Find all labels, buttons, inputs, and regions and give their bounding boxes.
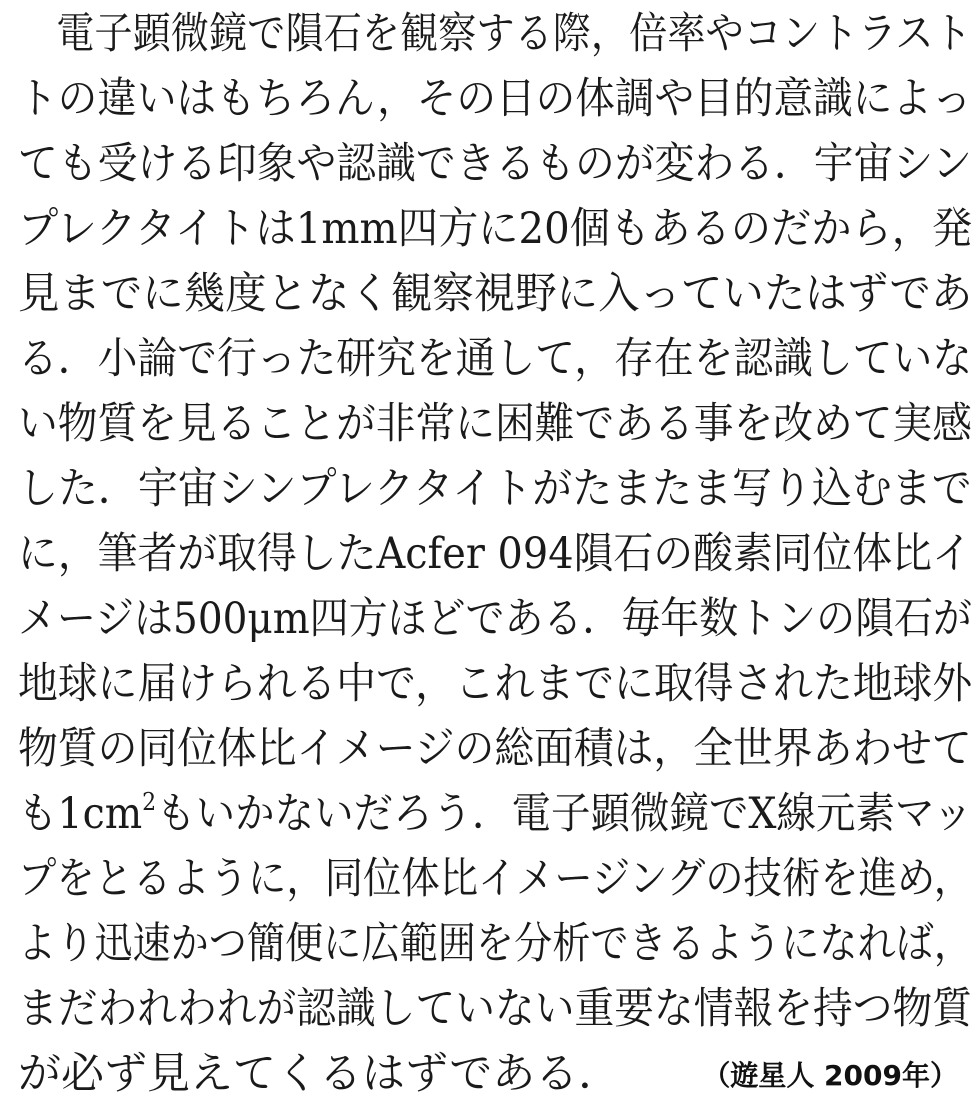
text-line-4: プレクタイトは1mm四方に20個もあるのだから，発 [18,204,973,254]
superscript-two: 2 [142,788,157,816]
text-line-10: メージは500μm四方ほどである．毎年数トンの隕石が [18,594,972,644]
text-line-16: まだわれわれが認識していない重要な情報を持つ物質 [18,984,972,1034]
text-line-14: プをとるように，同位体比イメージングの技術を進め， [18,854,973,904]
text-line-11: 地球に届けられる中で，これまでに取得された地球外 [18,659,973,709]
text-line-17: が必ず見えてくるはずである． [18,1049,622,1099]
text-line-3: ても受ける印象や認識できるものが変わる．宇宙シン [18,139,972,189]
text-line-6: る．小論で行った研究を通して，存在を認識していな [18,334,973,384]
source-citation: （遊星人 2009年） [702,1059,958,1092]
text-line-8: した．宇宙シンプレクタイトがたまたま写り込むまで [18,464,972,514]
text-line-12: 物質の同位体比イメージの総面積は，全世界あわせて [18,724,972,774]
text-line-2: トの違いはもちろん，その日の体調や目的意識によっ [18,74,972,124]
text-line-13-tail: もいかないだろう．電子顕微鏡でX線元素マッ [156,789,973,839]
text-line-13 [18,780,972,848]
text-line-7: い物質を見ることが非常に困難である事を改めて実感 [18,399,972,449]
text-line-13-head: も1cm [18,789,143,839]
text-line-5: 見までに幾度となく観察視野に入っていたはずであ [18,269,973,319]
text-line-15: より迅速かつ簡便に広範囲を分析できるようになれば， [18,919,972,969]
text-line-9: に，筆者が取得したAcfer 094隕石の酸素同位体比イ [18,529,972,579]
text-line-1: 電子顕微鏡で隕石を観察する際，倍率やコントラスト [18,9,972,59]
